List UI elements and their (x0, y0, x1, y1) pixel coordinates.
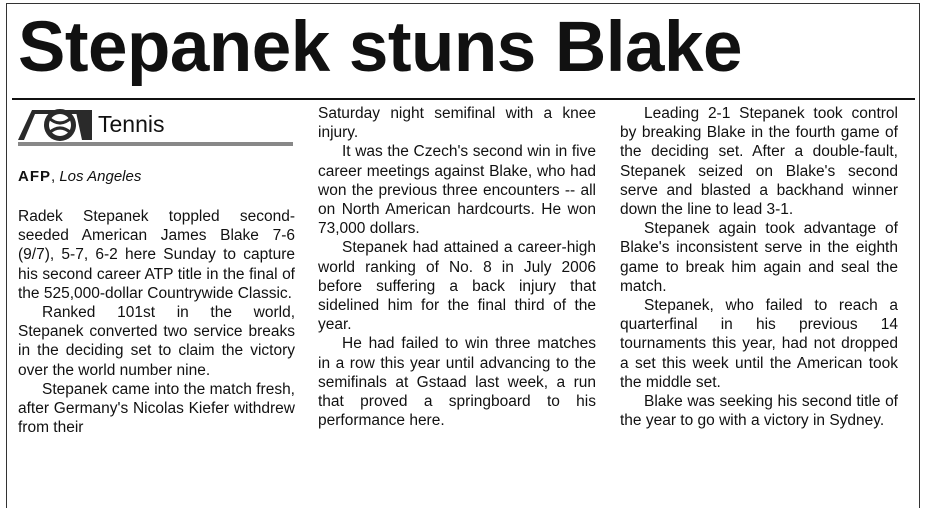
paragraph: Stepanek, who failed to reach a quarterfinal in his previous 14 tournaments this year, had not dropped a set this week until the American took the middle set. (620, 297, 898, 391)
section-header (18, 104, 293, 144)
tennis-ball-icon (18, 106, 92, 147)
column-1 (18, 207, 295, 495)
headline: Stepanek stuns Blake (18, 8, 742, 87)
section-rule (18, 142, 293, 146)
byline-location: Los Angeles (59, 168, 142, 185)
paragraph: Saturday night semifinal with a knee injury. (318, 105, 596, 142)
column-3 (620, 104, 898, 496)
paragraph: Leading 2-1 Stepanek took control by breaking Blake in the fourth game of the deciding set. After a double-fault, Stepanek seized on Blake's second serve and blasted a backhand winner down the line to lead 3-1. (620, 105, 898, 219)
frame-top-border (6, 3, 920, 4)
paragraph: Stepanek had attained a career-high world ranking of No. 8 in July 2006 before suffering a back injury that sidelined him for the final third of the year. (318, 239, 596, 334)
paragraph: Ranked 101st in the world, Stepanek converted two service breaks in the deciding set to claim the victory over the world number nine. (18, 304, 295, 379)
paragraph: Blake was seeking his second title of the year to go with a victory in Sydney. (620, 393, 898, 430)
byline-separator: , (51, 168, 60, 185)
paragraph: It was the Czech's second win in five career meetings against Blake, who had won the previous three encounters -- all on North American hardcourts. He won 73,000 dollars. (318, 143, 596, 238)
headline-divider (12, 98, 915, 100)
frame-left-border (6, 3, 7, 508)
paragraph: Stepanek came into the match fresh, after Germany's Nicolas Kiefer withdrew from their (18, 380, 295, 437)
section-label: Tennis (98, 111, 165, 137)
paragraph: He had failed to win three matches in a row this year until advancing to the semifinals at Gstaad last week, a run that proved a springboard to his performance here. (318, 335, 596, 430)
byline (18, 166, 141, 188)
paragraph: Radek Stepanek toppled second-seeded American James Blake 7-6 (9/7), 5-7, 6-2 here Sunday to capture his second career ATP title in the final of the 525,000-dollar Countrywide Classic. (18, 208, 295, 302)
paragraph: Stepanek again took advantage of Blake's inconsistent serve in the eighth game to break him again and seal the match. (620, 220, 898, 295)
column-2 (318, 104, 596, 496)
frame-right-border (919, 3, 920, 508)
byline-source: AFP (18, 168, 51, 185)
